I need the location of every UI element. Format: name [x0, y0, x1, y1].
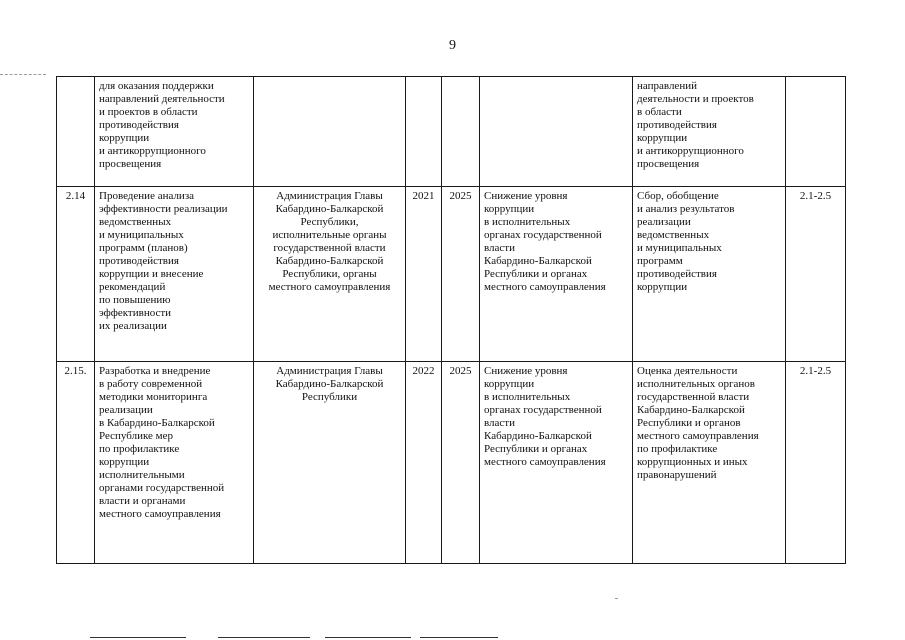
start-year-cell: 2022 — [406, 362, 442, 564]
indicator-line: и муниципальных — [637, 242, 722, 254]
indicator-line: исполнительных органов — [637, 378, 755, 390]
result-line: местного самоуправления — [484, 281, 606, 293]
margin-mark — [0, 74, 46, 75]
indicator-line: в области — [637, 106, 682, 118]
result-cell — [480, 187, 633, 362]
table-row — [57, 77, 846, 187]
executor-line: Кабардино-Балкарской — [275, 378, 384, 390]
result-line: Кабардино-Балкарской — [484, 255, 592, 267]
result-line: Кабардино-Балкарской — [484, 430, 592, 442]
result-line: власти — [484, 242, 515, 254]
measure-line: коррупции — [99, 456, 150, 468]
executor-line: Администрация Главы — [276, 365, 383, 377]
executor-cell — [254, 187, 406, 362]
indicator-line: ведомственных — [637, 229, 710, 241]
measure-cell — [95, 362, 254, 564]
table-row — [57, 362, 846, 564]
result-line: Снижение уровня — [484, 190, 568, 202]
indicator-line: противодействия — [637, 268, 717, 280]
indicator-cell — [633, 362, 786, 564]
row-number-cell: 2.15. — [57, 362, 95, 564]
measure-line: просвещения — [99, 158, 162, 170]
page-number: 9 — [449, 38, 456, 53]
measure-line: ведомственных — [99, 216, 172, 228]
measure-line: коррупции и внесение — [99, 268, 204, 280]
measure-line: местного самоуправления — [99, 508, 221, 520]
indicator-line: государственной власти — [637, 391, 750, 403]
indicator-line: Сбор, обобщение — [637, 190, 719, 202]
result-line: коррупции — [484, 203, 535, 215]
indicator-line: местного самоуправления — [637, 430, 759, 442]
measure-line: исполнительными — [99, 469, 185, 481]
measure-line: эффективности реализации — [99, 203, 228, 215]
indicator-line: деятельности и проектов — [637, 93, 754, 105]
indicator-line: по профилактике — [637, 443, 718, 455]
measure-line: Разработка и внедрение — [99, 365, 211, 377]
measure-line: программ (планов) — [99, 242, 188, 254]
indicator-line: Республики и органов — [637, 417, 741, 429]
result-line: Республики и органах — [484, 443, 588, 455]
executor-line: Кабардино-Балкарской — [275, 255, 384, 267]
row-number-cell — [57, 77, 95, 187]
result-line: Республики и органах — [484, 268, 588, 280]
measure-line: по профилактике — [99, 443, 180, 455]
start-year-cell — [406, 77, 442, 187]
measure-line: для оказания поддержки — [99, 80, 214, 92]
result-line: власти — [484, 417, 515, 429]
measure-line: эффективности — [99, 307, 172, 319]
measure-cell — [95, 187, 254, 362]
indicator-line: коррупции — [637, 281, 688, 293]
result-line: в исполнительных — [484, 216, 571, 228]
link-cell — [786, 77, 846, 187]
measure-line: в работу современной — [99, 378, 203, 390]
result-line: коррупции — [484, 378, 535, 390]
measure-line: и антикоррупционного — [99, 145, 206, 157]
indicator-line: и антикоррупционного — [637, 145, 744, 157]
end-year-cell: 2025 — [442, 187, 480, 362]
measure-line: органами государственной — [99, 482, 225, 494]
indicator-cell — [633, 77, 786, 187]
result-line: органах государственной — [484, 229, 602, 241]
indicator-line: просвещения — [637, 158, 700, 170]
indicator-line: и анализ результатов — [637, 203, 735, 215]
end-year-cell: 2025 — [442, 362, 480, 564]
measure-line: и проектов в области — [99, 106, 198, 118]
measure-line: рекомендаций — [99, 281, 166, 293]
result-line: Снижение уровня — [484, 365, 568, 377]
indicator-line: противодействия — [637, 119, 717, 131]
scan-dot — [615, 598, 618, 599]
indicator-line: Кабардино-Балкарской — [637, 404, 745, 416]
measure-line: по повышению — [99, 294, 171, 306]
result-cell — [480, 362, 633, 564]
indicator-line: правонарушений — [637, 469, 717, 481]
executor-line: Республики — [301, 391, 358, 403]
executor-line: Республики, — [300, 216, 359, 228]
indicator-line: направлений — [637, 80, 697, 92]
end-year-cell — [442, 77, 480, 187]
measure-line: направлений деятельности — [99, 93, 225, 105]
measure-line: Проведение анализа — [99, 190, 195, 202]
indicator-line: реализации — [637, 216, 691, 228]
indicator-cell — [633, 187, 786, 362]
link-cell: 2.1-2.5 — [786, 187, 846, 362]
indicator-line: Оценка деятельности — [637, 365, 738, 377]
result-line: местного самоуправления — [484, 456, 606, 468]
link-cell: 2.1-2.5 — [786, 362, 846, 564]
measures-table — [56, 76, 846, 564]
executor-cell — [254, 362, 406, 564]
indicator-line: программ — [637, 255, 683, 267]
executor-line: Кабардино-Балкарской — [275, 203, 384, 215]
measure-line: противодействия — [99, 119, 179, 131]
measure-line: методики мониторинга — [99, 391, 208, 403]
measure-cell — [95, 77, 254, 187]
measure-line: и муниципальных — [99, 229, 184, 241]
bottom-rule — [325, 637, 411, 638]
measure-line: их реализации — [99, 320, 167, 332]
result-line: органах государственной — [484, 404, 602, 416]
executor-line: местного самоуправления — [268, 281, 391, 293]
start-year-cell: 2021 — [406, 187, 442, 362]
measure-line: в Кабардино-Балкарской — [99, 417, 215, 429]
executor-line: государственной власти — [273, 242, 386, 254]
executor-cell — [254, 77, 406, 187]
indicator-line: коррупционных и иных — [637, 456, 748, 468]
bottom-rule — [90, 637, 186, 638]
indicator-line: коррупции — [637, 132, 688, 144]
measure-line: коррупции — [99, 132, 150, 144]
result-line: в исполнительных — [484, 391, 571, 403]
result-cell — [480, 77, 633, 187]
executor-line: Администрация Главы — [276, 190, 383, 202]
row-number-cell: 2.14 — [57, 187, 95, 362]
measure-line: реализации — [99, 404, 153, 416]
bottom-rule — [420, 637, 498, 638]
measure-line: власти и органами — [99, 495, 186, 507]
table-row — [57, 187, 846, 362]
executor-line: Республики, органы — [282, 268, 377, 280]
measure-line: противодействия — [99, 255, 179, 267]
measure-line: Республике мер — [99, 430, 173, 442]
bottom-rule — [218, 637, 310, 638]
executor-line: исполнительные органы — [272, 229, 387, 241]
